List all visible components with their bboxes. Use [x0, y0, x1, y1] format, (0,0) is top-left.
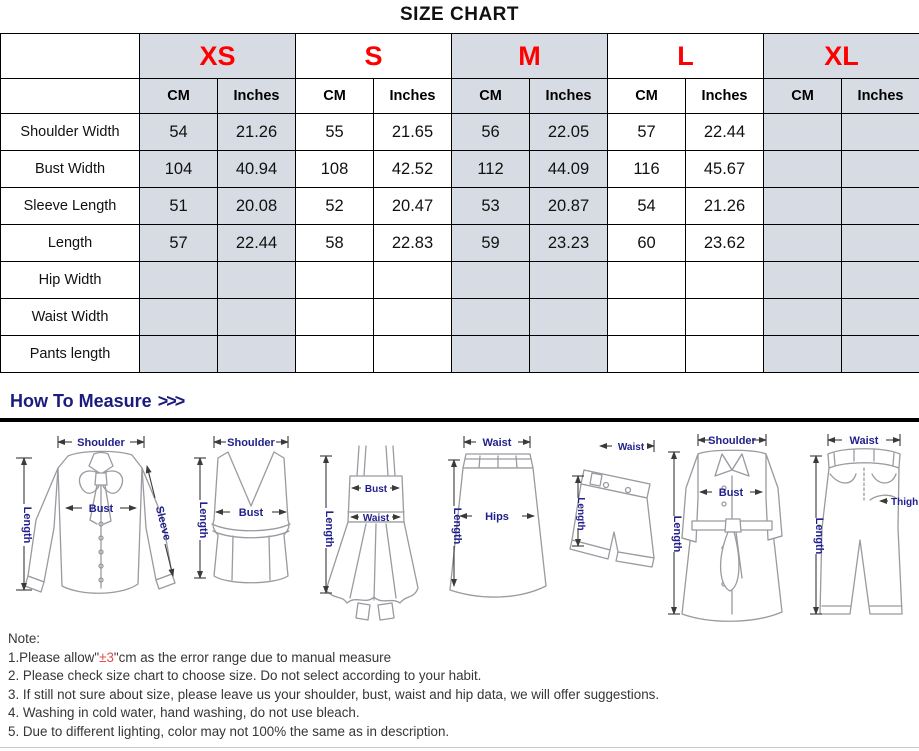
value-cell — [296, 299, 374, 336]
bust-label: Bust — [88, 503, 114, 515]
value-cell: 22.44 — [686, 114, 764, 151]
notes-section — [8, 630, 913, 742]
value-cell: 112 — [452, 151, 530, 188]
value-cell — [374, 299, 452, 336]
row-label: Sleeve Length — [1, 188, 140, 225]
value-cell — [764, 114, 842, 151]
value-cell — [296, 262, 374, 299]
value-cell — [452, 262, 530, 299]
table-row-waist-width — [1, 299, 919, 336]
row-label: Hip Width — [1, 262, 140, 299]
value-cell — [218, 336, 296, 373]
value-cell — [374, 262, 452, 299]
value-cell: 116 — [608, 151, 686, 188]
coat-drawing — [658, 428, 800, 630]
thigh-label: Thigh — [891, 497, 918, 508]
size-header-s: S — [296, 34, 452, 79]
section-divider — [0, 418, 919, 422]
unit-header-cm: CM — [452, 79, 530, 114]
table-row-hip-width — [1, 262, 919, 299]
note-item: 3. If still not sure about size, please leave us your shoulder, bust, waist and hip data, we will offer suggestions. — [8, 686, 660, 702]
value-cell — [842, 114, 919, 151]
bust-label: Bust — [364, 484, 388, 495]
pants-drawing — [804, 428, 918, 630]
length-label: Length — [451, 507, 463, 545]
value-cell — [374, 336, 452, 373]
note-item: 4. Washing in cold water, hand washing, do not use bleach. — [8, 705, 360, 721]
note-item — [8, 649, 913, 668]
table-row-sleeve-length — [1, 188, 919, 225]
waist-label: Waist — [362, 513, 390, 524]
shoulder-label: Shoulder — [708, 435, 756, 447]
value-cell — [530, 262, 608, 299]
unit-header-cm: CM — [140, 79, 218, 114]
value-cell — [764, 225, 842, 262]
value-cell: 54 — [608, 188, 686, 225]
tank-top-drawing — [188, 428, 308, 630]
value-cell — [842, 336, 919, 373]
value-cell: 108 — [296, 151, 374, 188]
value-cell — [686, 262, 764, 299]
note-item: 2. Please check size chart to choose size. Do not select according to your habit. — [8, 668, 482, 684]
triple-chevron-icon: >>> — [157, 391, 184, 411]
unit-header-cm: CM — [296, 79, 374, 114]
size-header-xs: XS — [140, 34, 296, 79]
value-cell: 57 — [608, 114, 686, 151]
value-cell: 53 — [452, 188, 530, 225]
note-text: "cm as the error range due to manual measure — [113, 649, 392, 665]
length-label: Length — [21, 506, 33, 544]
row-label: Pants length — [1, 336, 140, 373]
value-cell — [764, 299, 842, 336]
value-cell — [140, 299, 218, 336]
length-label: Length — [575, 497, 586, 531]
value-cell: 23.23 — [530, 225, 608, 262]
value-cell: 21.26 — [218, 114, 296, 151]
blouse-drawing — [6, 428, 186, 630]
size-header-row — [1, 34, 919, 79]
unit-header-inches: Inches — [842, 79, 919, 114]
value-cell: 52 — [296, 188, 374, 225]
note-text: 1.Please allow" — [8, 649, 100, 665]
value-cell: 44.09 — [530, 151, 608, 188]
size-header-xl: XL — [764, 34, 919, 79]
unit-header-row — [1, 79, 919, 114]
length-label: Length — [197, 501, 209, 539]
value-cell: 22.44 — [218, 225, 296, 262]
value-cell: 40.94 — [218, 151, 296, 188]
table-row-length — [1, 225, 919, 262]
value-cell: 60 — [608, 225, 686, 262]
dress-drawing — [312, 428, 430, 630]
size-header-m: M — [452, 34, 608, 79]
note-item: 5. Due to different lighting, color may not 100% the same as in description. — [8, 723, 450, 739]
length-label: Length — [323, 510, 335, 548]
value-cell — [764, 336, 842, 373]
length-label: Length — [671, 515, 683, 553]
how-to-measure-diagrams — [0, 428, 919, 630]
value-cell: 56 — [452, 114, 530, 151]
unit-header-cm: CM — [764, 79, 842, 114]
sleeve-label: Sleeve — [152, 504, 173, 542]
value-cell — [530, 299, 608, 336]
page-title: SIZE CHART — [400, 4, 519, 25]
value-cell — [608, 299, 686, 336]
unit-header-inches: Inches — [686, 79, 764, 114]
value-cell: 55 — [296, 114, 374, 151]
value-cell — [686, 299, 764, 336]
unit-header-cm: CM — [608, 79, 686, 114]
waist-label: Waist — [849, 435, 879, 447]
value-cell — [452, 336, 530, 373]
value-cell: 59 — [452, 225, 530, 262]
value-cell — [608, 336, 686, 373]
value-cell: 42.52 — [374, 151, 452, 188]
value-cell — [842, 262, 919, 299]
value-cell: 45.67 — [686, 151, 764, 188]
value-cell: 57 — [140, 225, 218, 262]
value-cell: 54 — [140, 114, 218, 151]
row-label: Shoulder Width — [1, 114, 140, 151]
row-label: Waist Width — [1, 299, 140, 336]
corner-cell — [1, 34, 140, 79]
length-label: Length — [813, 517, 825, 555]
value-cell — [140, 262, 218, 299]
bust-label: Bust — [238, 507, 264, 519]
size-chart-table — [0, 33, 919, 373]
value-cell — [530, 336, 608, 373]
value-cell: 21.65 — [374, 114, 452, 151]
unit-header-inches: Inches — [374, 79, 452, 114]
bust-label: Bust — [718, 487, 744, 499]
value-cell — [452, 299, 530, 336]
table-row-pants-length — [1, 336, 919, 373]
value-cell: 21.26 — [686, 188, 764, 225]
value-cell — [842, 188, 919, 225]
value-cell — [218, 299, 296, 336]
value-cell: 51 — [140, 188, 218, 225]
value-cell — [764, 188, 842, 225]
value-cell — [842, 225, 919, 262]
value-cell — [296, 336, 374, 373]
value-cell: 58 — [296, 225, 374, 262]
shorts-drawing — [552, 428, 656, 630]
how-to-measure-heading — [10, 391, 183, 412]
corner-cell — [1, 79, 140, 114]
value-cell: 23.62 — [686, 225, 764, 262]
waist-label: Waist — [482, 437, 512, 449]
value-cell — [764, 151, 842, 188]
waist-label: Waist — [617, 442, 645, 453]
value-cell: 22.83 — [374, 225, 452, 262]
unit-header-inches: Inches — [218, 79, 296, 114]
how-to-measure-label: How To Measure — [10, 391, 152, 411]
value-cell — [686, 336, 764, 373]
value-cell: 20.08 — [218, 188, 296, 225]
unit-header-inches: Inches — [530, 79, 608, 114]
row-label: Bust Width — [1, 151, 140, 188]
value-cell: 22.05 — [530, 114, 608, 151]
table-row-bust-width — [1, 151, 919, 188]
value-cell — [608, 262, 686, 299]
hips-label: Hips — [485, 511, 509, 523]
value-cell: 20.47 — [374, 188, 452, 225]
note-highlight: ±3 — [99, 649, 114, 665]
value-cell — [842, 151, 919, 188]
row-label: Length — [1, 225, 140, 262]
value-cell: 20.87 — [530, 188, 608, 225]
bottom-divider — [0, 747, 919, 748]
table-row-shoulder-width — [1, 114, 919, 151]
shoulder-label: Shoulder — [227, 437, 275, 449]
value-cell — [140, 336, 218, 373]
size-header-l: L — [608, 34, 764, 79]
shoulder-label: Shoulder — [77, 437, 125, 449]
value-cell — [764, 262, 842, 299]
value-cell — [218, 262, 296, 299]
skirt-drawing — [438, 428, 550, 630]
notes-heading: Note: — [8, 631, 41, 646]
value-cell: 104 — [140, 151, 218, 188]
value-cell — [842, 299, 919, 336]
